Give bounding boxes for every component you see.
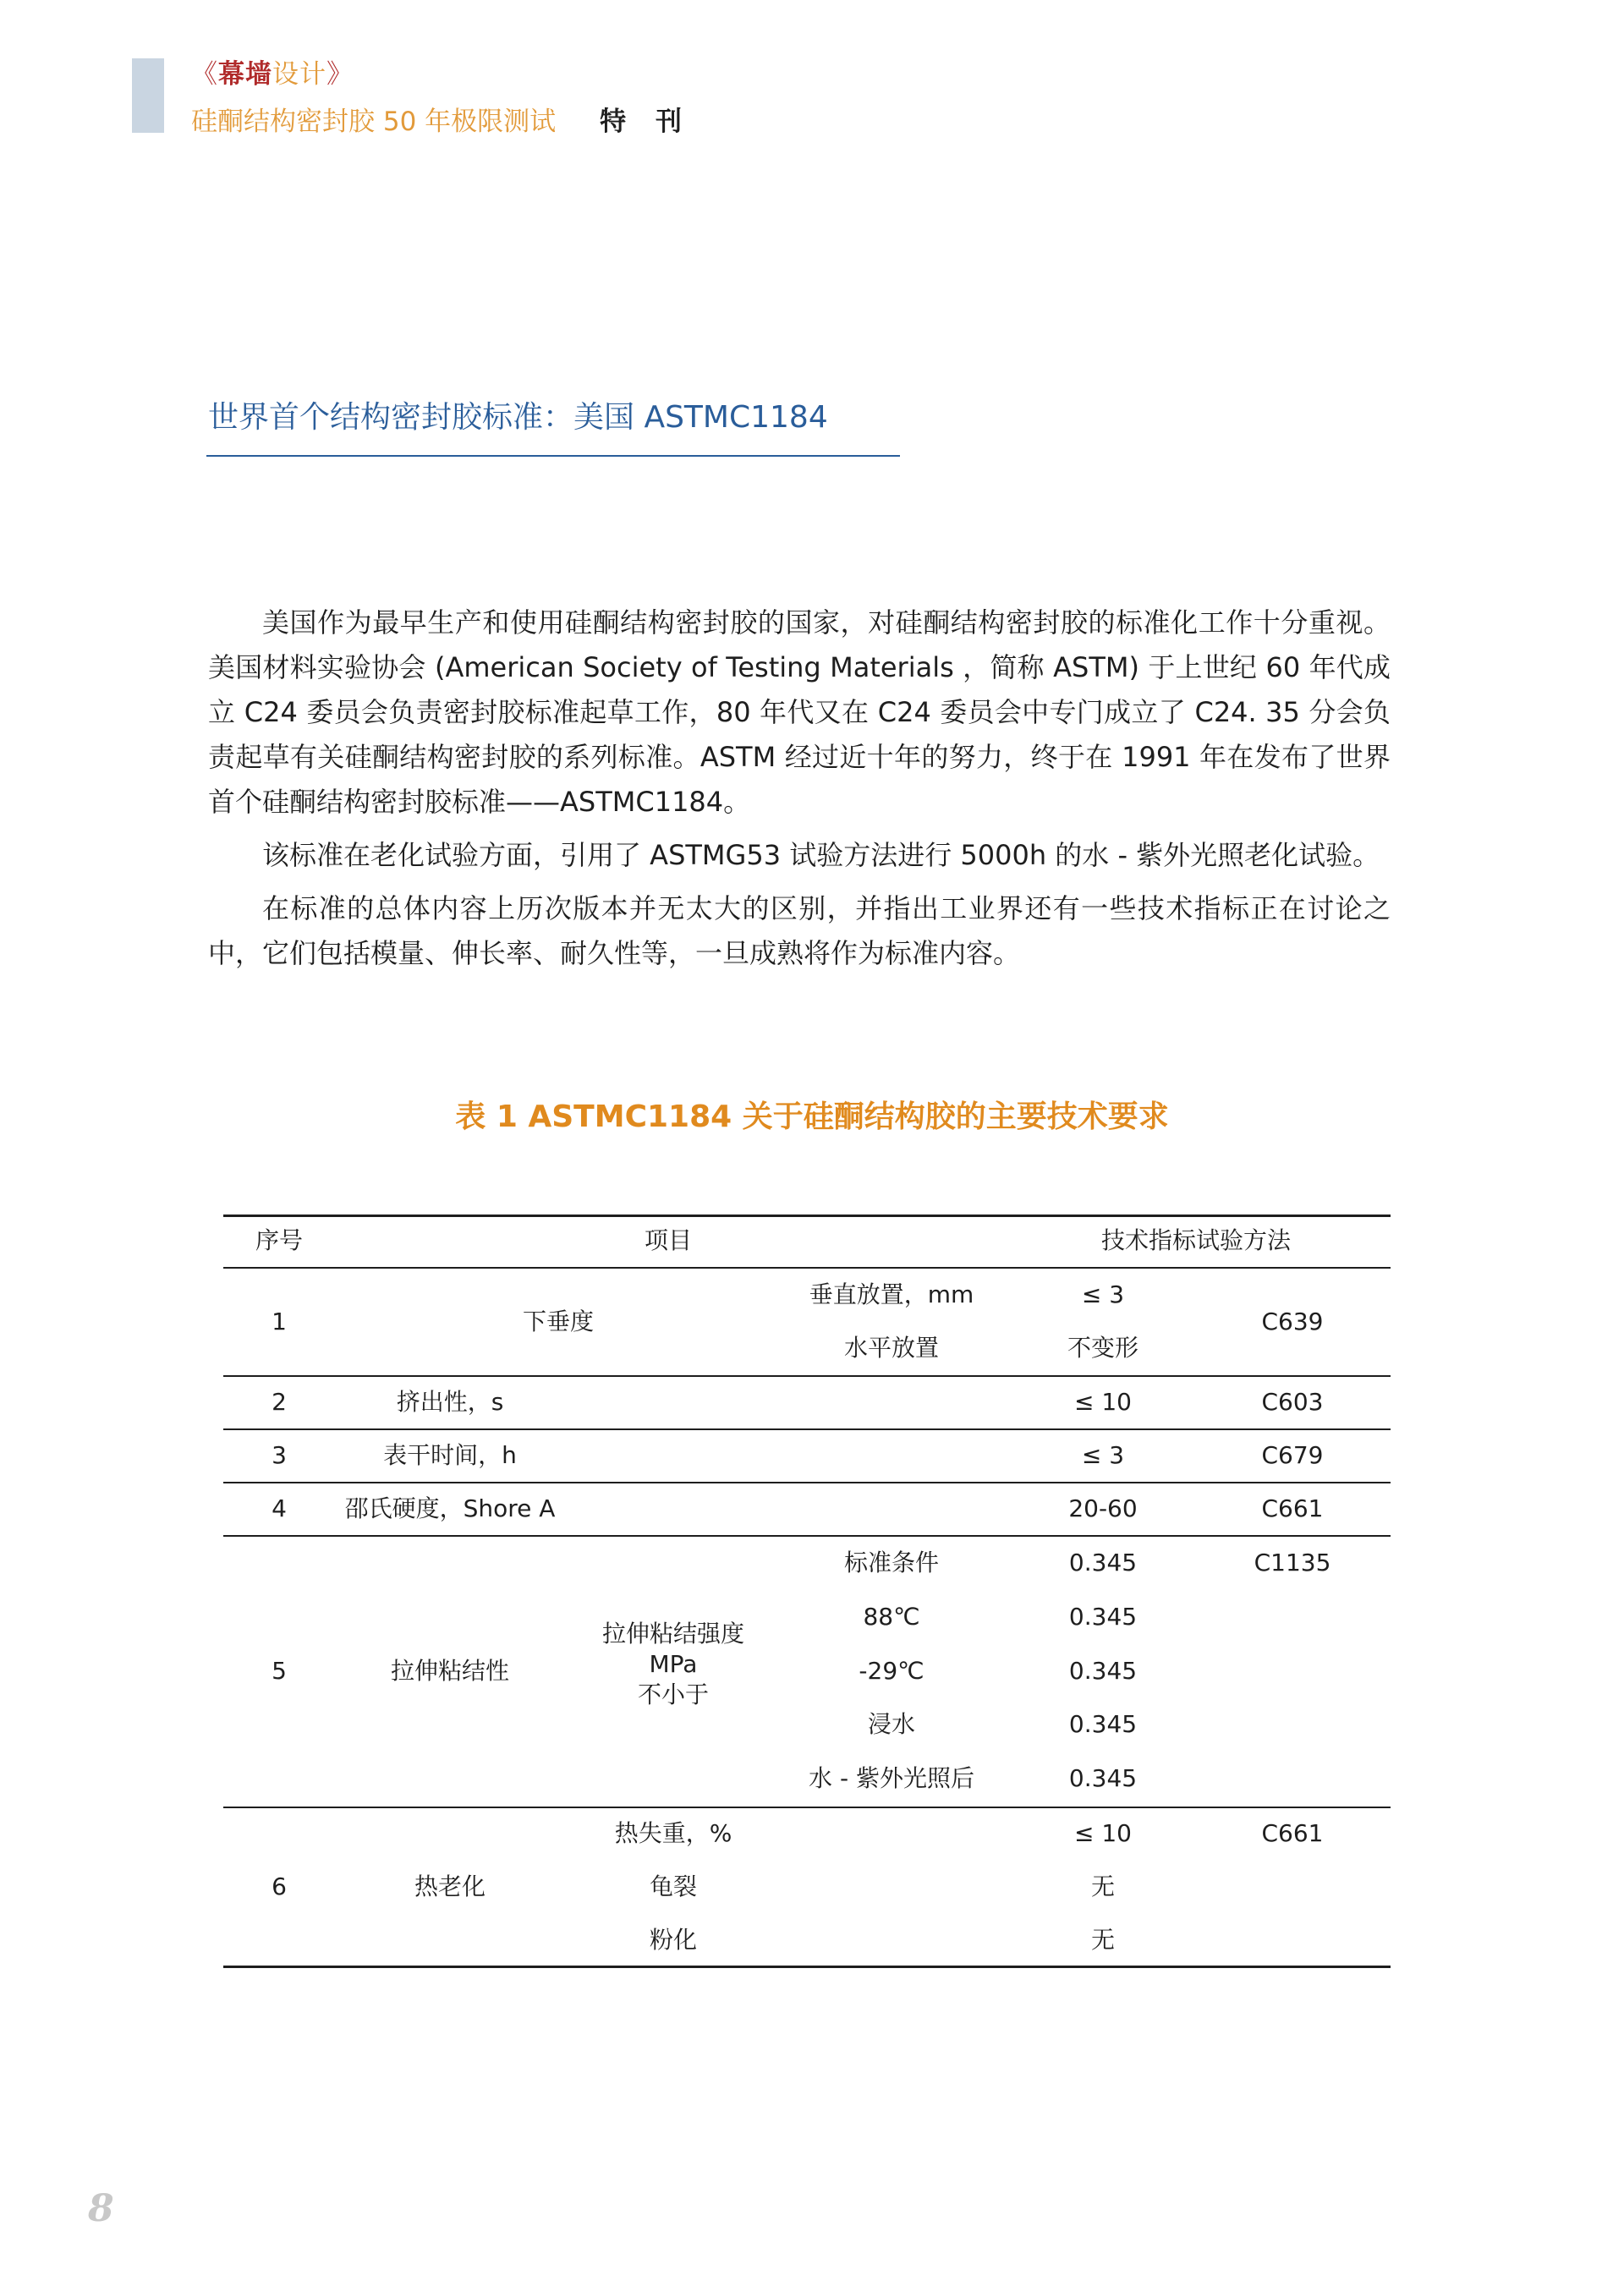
- bracket-open: 《: [191, 59, 218, 90]
- row6-value: ≤ 10: [1074, 1819, 1132, 1847]
- section-title: 世界首个结构密封胶标准：美国 ASTMC1184: [208, 400, 828, 435]
- row-rule: [223, 1428, 1391, 1430]
- row6-value: 无: [1090, 1926, 1116, 1954]
- row3-value: ≤ 3: [1081, 1441, 1125, 1469]
- table-top-rule: [223, 1215, 1391, 1217]
- row2-item: 挤出性，s: [396, 1388, 504, 1416]
- page-number: 8: [88, 2187, 114, 2230]
- row5-value: 0.345: [1068, 1764, 1138, 1792]
- row6-sub: 龟裂: [649, 1873, 698, 1900]
- row3-method: C679: [1261, 1441, 1324, 1469]
- row5-method: C1135: [1254, 1549, 1331, 1576]
- row5-condition: 标准条件: [843, 1549, 940, 1576]
- paragraph-3: 在标准的总体内容上历次版本并无太大的区别，并指出工业界还有一些技术指标正在讨论之中，它们包括模量、伸长率、耐久性等，一旦成熟将作为标准内容。: [208, 892, 1391, 969]
- row2-value: ≤ 10: [1074, 1388, 1132, 1416]
- magazine-name-part1: 幕墙: [218, 59, 272, 90]
- row1-item: 下垂度: [522, 1308, 595, 1335]
- row5-condition: 88℃: [863, 1603, 920, 1631]
- row5-value: 0.345: [1068, 1657, 1138, 1685]
- row5-value: 0.345: [1068, 1603, 1138, 1631]
- table-title: 表 1 ASTMC1184 关于硅酮结构胶的主要技术要求: [455, 1099, 1169, 1134]
- row6-item: 热老化: [414, 1873, 486, 1900]
- row6-method: C661: [1261, 1819, 1324, 1847]
- header-no: 序号: [255, 1226, 304, 1254]
- bracket-close: 》: [326, 59, 354, 90]
- row1-no: 1: [272, 1308, 287, 1335]
- paragraph-1: 美国作为最早生产和使用硅酮结构密封胶的国家，对硅酮结构密封胶的标准化工作十分重视。美国材料实验协会 (American Society of Testing Materials ，简称 ASTM) 于上世纪 60 年代成立 C24 委员会负责密封胶标准起草工作，80 年代又在 C24 委员会中专门成立了 C24. 35 分会负责起草有关硅酮结构密封胶的系列标准。ASTM 经过近十年的努力，终于在 1991 年在发布了世界首个硅酮结构密封胶标准——ASTMC1184。: [208, 606, 1391, 818]
- row4-no: 4: [272, 1494, 287, 1522]
- row-rule: [223, 1535, 1391, 1537]
- row1-method: C639: [1261, 1308, 1324, 1335]
- header-accent-bar: [132, 58, 164, 133]
- header-spec-method: 技术指标试验方法: [1100, 1226, 1292, 1254]
- row6-value: 无: [1090, 1873, 1116, 1900]
- row5-item: 拉伸粘结性: [390, 1657, 510, 1685]
- header-item: 项目: [644, 1226, 693, 1254]
- row-rule: [223, 1482, 1391, 1483]
- magazine-name-part2: 设计: [272, 59, 326, 90]
- row1-value-1: ≤ 3: [1081, 1280, 1125, 1308]
- issue-subtitle: 硅酮结构密封胶 50 年极限测试: [191, 107, 557, 137]
- row6-no: 6: [272, 1873, 287, 1900]
- row5-condition: -29℃: [859, 1657, 924, 1685]
- row3-no: 3: [272, 1441, 287, 1469]
- row2-method: C603: [1261, 1388, 1324, 1416]
- row1-condition-1: 垂直放置，mm: [809, 1280, 974, 1308]
- row1-value-2: 不变形: [1067, 1334, 1139, 1362]
- body-text: [208, 600, 1391, 976]
- row4-item: 邵氏硬度，Shore A: [344, 1494, 556, 1522]
- row6-sub: 粉化: [649, 1926, 698, 1954]
- row1-condition-2: 水平放置: [843, 1334, 940, 1362]
- row-rule: [223, 1807, 1391, 1808]
- row5-sub-label-1: 拉伸粘结强度: [601, 1620, 745, 1648]
- special-issue-label: 特 刊: [600, 107, 692, 137]
- section-title-underline: [206, 455, 900, 457]
- issue-line: [191, 100, 692, 138]
- row4-value: 20-60: [1068, 1494, 1138, 1522]
- row5-value: 0.345: [1068, 1549, 1138, 1576]
- row5-condition: 水 - 紫外光照后: [809, 1764, 974, 1792]
- row2-no: 2: [272, 1388, 287, 1416]
- row5-no: 5: [272, 1657, 287, 1685]
- magazine-name: [191, 52, 354, 90]
- spec-table: [223, 1215, 1391, 1967]
- row6-sub: 热失重，%: [614, 1819, 732, 1847]
- row3-item: 表干时间，h: [383, 1441, 517, 1469]
- table-bottom-rule: [223, 1966, 1391, 1968]
- row5-sub-label-3: 不小于: [637, 1681, 710, 1708]
- row4-method: C661: [1261, 1494, 1324, 1522]
- row5-sub-label-2: MPa: [649, 1650, 698, 1678]
- row5-value: 0.345: [1068, 1710, 1138, 1738]
- header-bottom-rule: [223, 1267, 1391, 1269]
- row-rule: [223, 1375, 1391, 1377]
- paragraph-2: 该标准在老化试验方面，引用了 ASTMG53 试验方法进行 5000h 的水 - 紫外光照老化试验。: [262, 839, 1380, 871]
- row5-condition: 浸水: [867, 1710, 916, 1738]
